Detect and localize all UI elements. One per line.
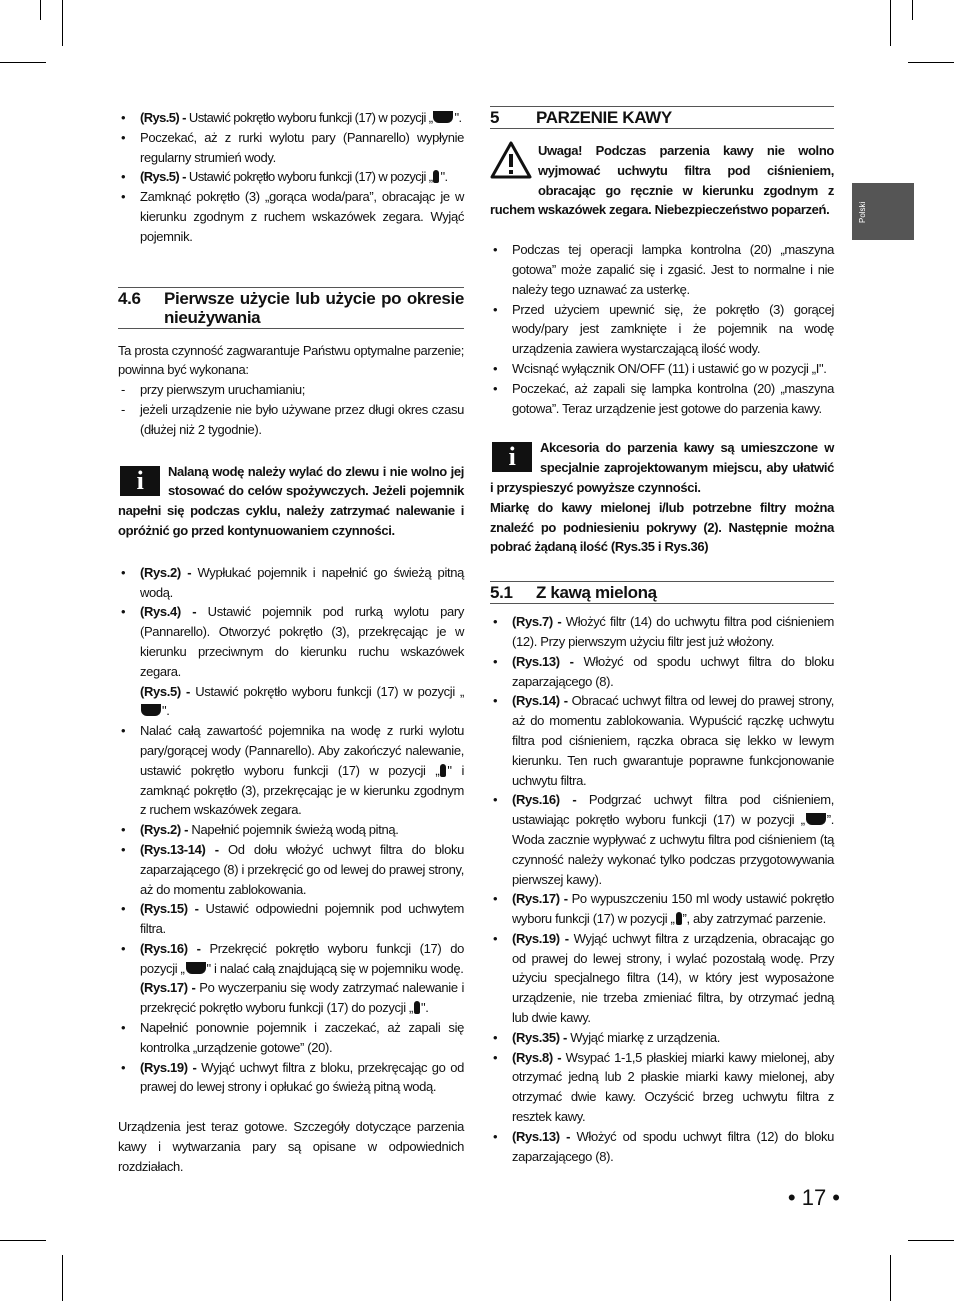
dash-list <box>118 380 464 439</box>
list-item <box>118 602 464 721</box>
warning-note <box>490 141 834 220</box>
right-column <box>490 106 834 1166</box>
list-item <box>118 899 464 939</box>
language-tab-label: Polski <box>858 201 867 223</box>
list-item-text: Zamknąć pokrętło (3) „gorąca woda/para”, obracając je w kierunku zgodnym z ruchem wskazówek zegara. Wyjąć pojemnik. <box>140 189 464 244</box>
list-item-text: Ustawić pokrętło wyboru funkcji (17) w pozycji „ <box>188 110 433 125</box>
list-item-tail: ". <box>162 703 170 719</box>
info-note <box>118 462 464 541</box>
figure-ref: (Rys.8) - <box>512 1049 562 1065</box>
figure-ref: (Rys.19) - <box>140 1059 197 1075</box>
steam-icon <box>676 912 682 925</box>
list-item-text: Wypłukać pojemnik i napełnić go świeżą pitną wodą. <box>140 564 465 600</box>
info-note-text: Nalaną wodę należy wylać do zlewu i nie wolno jej stosować do celów spożywczych. Jeżeli pojemnik napełni się podczas cyklu, należy zatrzymać nalewanie i opróżnić go przed kontynuowaniem czynności. <box>118 463 464 538</box>
list-item: - przy pierwszym uruchamianiu; <box>118 380 464 400</box>
steam-icon <box>440 764 446 777</box>
list-item <box>490 691 834 790</box>
figure-ref: (Rys.5) - <box>140 169 186 185</box>
list-item <box>118 840 464 899</box>
section-number: 5 <box>490 108 500 127</box>
list-item-text: Po wypuszczeniu 150 ml wody ustawić pokrętło wyboru funkcji (17) w pozycji „ <box>512 891 834 927</box>
list-item <box>490 612 834 652</box>
paragraph: Urządzenia jest teraz gotowe. Szczegóły dotyczące parzenia kawy i wytwarzania pary są opisane w odpowiednich rozdziałach. <box>118 1119 464 1174</box>
info-icon: i <box>492 442 532 472</box>
list-item-text: ”. Woda zacznie wypływać z uchwytu filtra pod ciśnieniem (tą czynność należy wykonać tylko podczas przygotowywania pierwszej kawy). <box>512 812 834 887</box>
list-item: • Poczekać, aż zapali się lampka kontrolna (20) „maszyna gotowa”. Teraz urządzenie jest gotowe do parzenia kawy. <box>490 379 834 419</box>
figure-ref: (Rys.16) - <box>140 940 201 956</box>
section-title: Pierwsze użycie lub użycie po okresie nieużywania <box>164 288 464 327</box>
figure-ref: (Rys.5) - <box>140 110 186 125</box>
crop-mark <box>62 0 63 46</box>
list-item <box>118 128 464 168</box>
list-item <box>490 1028 834 1048</box>
list-item <box>118 1058 464 1098</box>
figure-ref: (Rys.14) - <box>512 693 568 709</box>
steps-list <box>118 563 464 1098</box>
list-item-text: Ustawić odpowiedni pojemnik pod uchwytem filtra. <box>140 901 464 937</box>
list-item-text: Ustawić pojemnik pod rurką wylotu pary (Pannarello). Otworzyć pokrętło (3), przekręcając je w kierunku przeciwnym do kierunku ruchu wskazówek zegara. <box>140 604 464 679</box>
figure-ref: (Rys.13-14) - <box>140 841 219 857</box>
list-item <box>118 820 464 840</box>
list-item <box>118 939 464 1018</box>
list-item <box>118 1018 464 1058</box>
steam-icon <box>414 1001 420 1014</box>
list-item: • Wcisnąć wyłącznik ON/OFF (11) i ustawić go w pozycji „I". <box>490 359 834 379</box>
list-item-text: " i nalać całą znajdującą się w pojemniku wodę. <box>206 960 464 976</box>
info-icon: i <box>120 466 160 496</box>
list-item-text: Włożyć filtr (14) do uchwytu filtra pod ciśnieniem (12). Przy pierwszym użyciu filtr jest już włożony. <box>512 614 835 649</box>
figure-ref: (Rys.17) - <box>140 980 196 996</box>
list-item-text: Wyjąć uchwyt filtra z bloku, przekręcając go od prawej do lewej strony i opłukać go świeżą pitną wodą. <box>140 1059 465 1095</box>
list-item-text: Od dołu włożyć uchwyt filtra do bloku zaparzającego (8) i przekręcić go od lewej do prawej strony, aż do momentu zablokowania. <box>140 841 464 897</box>
section-heading <box>490 581 834 604</box>
crop-mark <box>0 62 46 63</box>
list-item-text: Napełnić ponownie pojemnik i zaczekać, aż zapali się kontrolka „urządzenie gotowe” (20). <box>140 1020 464 1055</box>
list-item <box>118 721 464 820</box>
figure-ref: (Rys.13) - <box>512 1128 571 1144</box>
list-item <box>118 187 464 246</box>
list-item-text: Włożyć od spodu uchwyt filtra (12) do bloku zaparzającego (8). <box>512 1128 834 1164</box>
section-title: PARZENIE KAWY <box>536 108 672 127</box>
cup-icon <box>433 111 453 123</box>
list-item: • Podczas tej operacji lampka kontrolna (20) „maszyna gotowa” może zapalić się i zgasić. Jest to normalne i nie należy tego uznawać za usterkę. <box>490 240 834 299</box>
intro-list <box>118 108 464 247</box>
info-note-text: Miarkę do kawy mielonej i/lub potrzebne filtry można znaleźć po podniesieniu pokrywy (2). Następnie można pobrać żądaną ilość (Rys.35 i Rys.36) <box>490 499 834 555</box>
figure-ref: (Rys.4) - <box>140 604 197 620</box>
section-heading <box>118 287 464 329</box>
list-item <box>118 108 464 128</box>
info-note-text: Akcesoria do parzenia kawy są umieszczone w specjalnie zaprojektowanym miejscu, aby ułatwić i przyspieszyć powyższe czynności. <box>490 440 834 495</box>
page-number: • 17 • <box>787 1185 840 1210</box>
crop-mark <box>890 0 891 46</box>
crop-mark <box>908 1240 954 1241</box>
cup-icon <box>806 813 826 825</box>
section-title: Z kawą mieloną <box>536 583 657 603</box>
crop-mark <box>0 1240 46 1241</box>
paragraph: Ta prosta czynność zagwarantuje Państwu optymalne parzenie; powinna być wykonana: <box>118 342 464 378</box>
list-item-text: Ustawić pokrętło wyboru funkcji (17) w pozycji „ <box>188 169 433 185</box>
list-item-text: Przekręcić pokrętło wyboru funkcji (17) do pozycji „ <box>140 940 465 976</box>
list-item <box>490 929 834 1028</box>
warning-text: Uwaga! Podczas parzenia kawy nie wolno wyjmować uchwytu filtra pod ciśnieniem, obracając go ręcznie w kierunku zgodnym z ruchem wskazówek zegara. Niebezpieczeństwo poparzeń. <box>490 143 834 218</box>
list-item-text: Obracać uchwyt filtra od lewej do prawej strony, aż do momentu zablokowania. Wypuścić rączkę uchwytu filtra pod ciśnieniem, rączka obraca się lekko w lewym kierunku. Ten ruch gwarantuje poprawne funkcjonowanie uchwytu filtra. <box>512 693 834 788</box>
crop-mark <box>62 1255 63 1301</box>
figure-ref: (Rys.5) - <box>140 683 191 699</box>
list-item-tail: ". <box>440 169 448 185</box>
list-item-text: Nalać całą zawartość pojemnika na wodę z rurki wylotu pary/gorącej wody (Pannarello). Aby zakończyć nalewanie, ustawić pokrętło wyboru funkcji (17) w pozycji „ <box>140 723 464 778</box>
list-item-text: Włożyć od spodu uchwyt filtra do bloku zaparzającego (8). <box>512 653 834 689</box>
list-item <box>118 167 464 187</box>
steps-list <box>490 612 834 1166</box>
figure-ref: (Rys.17) - <box>512 891 568 907</box>
figure-ref: (Rys.2) - <box>140 564 192 580</box>
cup-icon <box>186 962 206 974</box>
figure-ref: (Rys.16) - <box>512 792 577 808</box>
figure-ref: (Rys.7) - <box>512 614 562 630</box>
figure-ref: (Rys.15) - <box>140 901 199 917</box>
language-tab <box>852 183 914 240</box>
list-item <box>490 652 834 692</box>
list-item-text: Po wyczerpaniu się wody zatrzymać nalewanie i przekręcić pokrętło wyboru funkcji (17) do pozycji „ <box>140 980 464 1016</box>
list-item <box>490 1127 834 1167</box>
crop-mark <box>890 1255 891 1301</box>
section-number: 5.1 <box>490 583 513 603</box>
figure-ref: (Rys.19) - <box>512 930 569 946</box>
warning-icon <box>490 141 532 179</box>
list-item-text: Wyjąć miarkę z urządzenia. <box>570 1029 721 1045</box>
list-item: • Przed użyciem upewnić się, że pokrętło (3) gorącej wody/pary jest zamknięte i że pojemnik na wodę urządzenia zawiera wystarczającą ilość wody. <box>490 300 834 359</box>
list-item: - jeżeli urządzenie nie było używane przez długi okres czasu (dłużej niż 2 tygodnie). <box>118 400 464 440</box>
list-item-tail: ". <box>454 110 462 125</box>
list-item-text: Podgrzać uchwyt filtra pod ciśnieniem, ustawiając pokrętło wyboru funkcji (17) w pozycji „ <box>512 792 834 828</box>
crop-mark <box>908 62 954 63</box>
figure-ref: (Rys.35) - <box>512 1029 568 1045</box>
list-item-text: ”, aby zatrzymać parzenie. <box>682 911 826 927</box>
list-item <box>490 1048 834 1127</box>
section-number: 4.6 <box>118 288 141 308</box>
prep-list <box>490 240 834 418</box>
cup-icon <box>141 704 161 716</box>
list-item <box>118 563 464 603</box>
list-item <box>490 790 834 889</box>
info-note <box>490 438 834 557</box>
list-item-text: Wyjąć uchwyt filtra z urządzenia, obracając go od prawej do lewej strony, i wylać pozostałą wodę. Przy użyciu specjalnego filtra (14), w który jest wyposażone urządzenie, nie trzeba zmieniać filtra, by otrzymać jedną lub dwie kawy. <box>512 930 834 1026</box>
crop-mark <box>912 0 913 20</box>
crop-mark <box>40 0 41 20</box>
steam-icon <box>433 170 439 183</box>
list-item-text: " i zamknąć pokrętło (3), przekręcając je w kierunku zgodnym z ruchem wskazówek zegara. <box>140 762 464 818</box>
list-item-text: Poczekać, aż z rurki wylotu pary (Pannarello) wypłynie regularny strumień wody. <box>140 129 464 165</box>
list-item-text: Napełnić pojemnik świeżą wodą pitną. <box>191 822 399 838</box>
list-subitem <box>140 978 464 1018</box>
list-item-text: Ustawić pokrętło wyboru funkcji (17) w pozycji „ <box>195 683 464 699</box>
figure-ref: (Rys.13) - <box>512 653 574 669</box>
figure-ref: (Rys.2) - <box>140 822 189 838</box>
list-item-text: Wsypać 1-1,5 płaskiej miarki kawy mielonej, aby otrzymać jedną lub 2 płaskie miarki kawy mielonej, aby otrzymać dwie kawy. Oczyścić brzeg uchwytu filtra z resztek kawy. <box>512 1049 834 1125</box>
section-heading <box>490 106 834 129</box>
list-item <box>490 889 834 929</box>
list-item-tail: ". <box>420 1000 429 1016</box>
left-column <box>118 108 464 1177</box>
list-subitem <box>140 682 464 722</box>
